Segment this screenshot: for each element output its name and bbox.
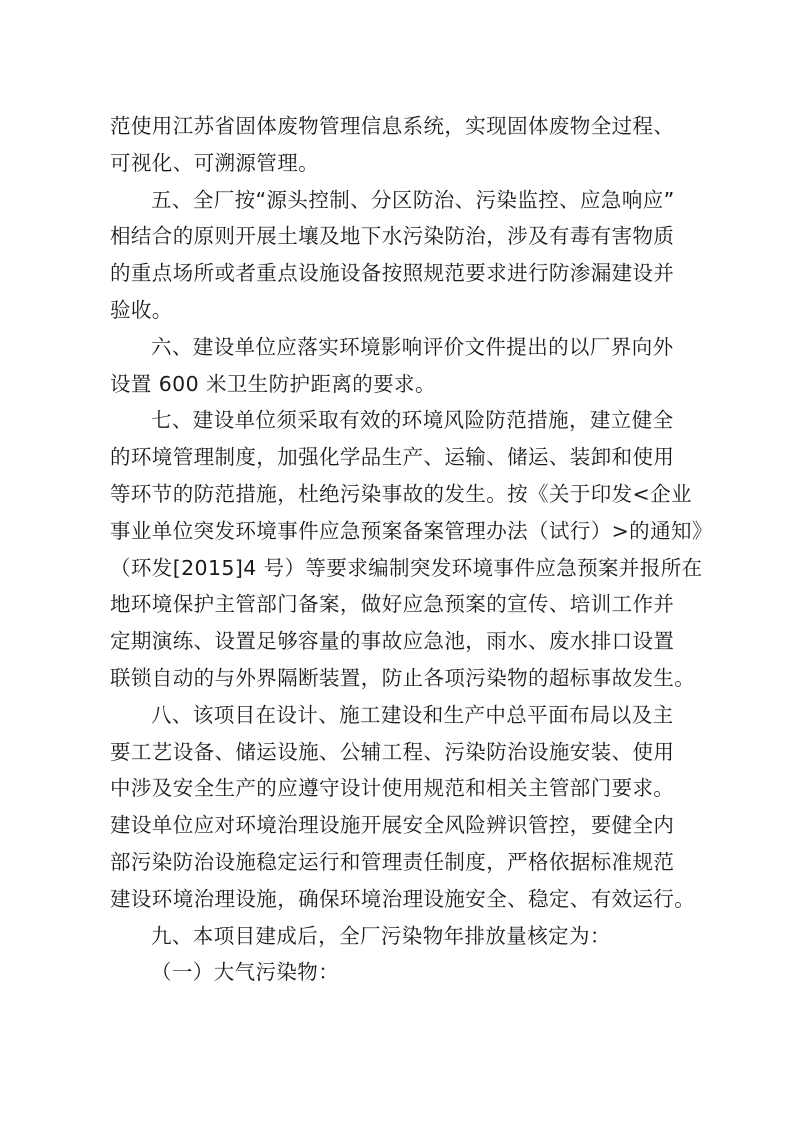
text-line: 范使用江苏省固体废物管理信息系统，实现固体废物全过程、 xyxy=(110,114,675,138)
text-line: 要工艺设备、储运设施、公辅工程、污染防治设施安装、使用 xyxy=(110,739,675,764)
text-line: （一）大气污染物： xyxy=(151,960,340,985)
text-line: 可视化、可溯源管理。 xyxy=(110,150,319,175)
text-line: 中涉及安全生产的应遵守设计使用规范和相关主管部门要求。 xyxy=(110,776,675,801)
text-line: 八、该项目在设计、施工建设和生产中总平面布局以及主 xyxy=(151,702,674,727)
text-line: 定期演练、设置足够容量的事故应急池，雨水、废水排口设置 xyxy=(110,629,675,654)
text-line: 的环境管理制度，加强化学品生产、运输、储运、装卸和使用 xyxy=(110,445,675,470)
text-line: （环发[2015]4 号）等要求编制突发环境事件应急预案并报所在 xyxy=(110,555,703,580)
text-line: 相结合的原则开展土壤及地下水污染防治，涉及有毒有害物质 xyxy=(110,224,675,249)
paragraph-subitem-air-pollutants xyxy=(110,954,696,991)
paragraph-item-5 xyxy=(110,182,696,329)
text-line: 五、全厂按“源头控制、分区防治、污染监控、应急响应” xyxy=(151,187,675,212)
text-line: 六、建设单位应落实环境影响评价文件提出的以厂界向外 xyxy=(151,334,674,359)
text-line: 联锁自动的与外界隔断装置，防止各项污染物的超标事故发生。 xyxy=(110,665,696,690)
text-line: 地环境保护主管部门备案，做好应急预案的宣传、培训工作并 xyxy=(110,592,675,617)
paragraph-item-7 xyxy=(110,402,713,696)
text-line: 等环节的防范措施，杜绝污染事故的发生。按《关于印发<企业 xyxy=(110,481,692,506)
text-line: 建设环境治理设施，确保环境治理设施安全、稳定、有效运行。 xyxy=(110,886,696,911)
text-line: 部污染防治设施稳定运行和管理责任制度，严格依据标准规范 xyxy=(110,849,675,874)
text-line: 九、本项目建成后，全厂污染物年排放量核定为： xyxy=(151,923,611,948)
text-line: 七、建设单位须采取有效的环境风险防范措施，建立健全 xyxy=(151,408,674,433)
text-line: 建设单位应对环境治理设施开展安全风险辨识管控，要健全内 xyxy=(110,813,675,838)
paragraph-item-9 xyxy=(110,918,696,955)
paragraph-solid-waste-management xyxy=(110,108,696,182)
document-body xyxy=(110,108,713,991)
paragraph-item-8 xyxy=(110,697,696,918)
text-line: 事业单位突发环境事件应急预案备案管理办法（试行）>的通知》 xyxy=(110,518,713,543)
paragraph-item-6 xyxy=(110,329,696,403)
text-line: 的重点场所或者重点设施设备按照规范要求进行防渗漏建设并 xyxy=(110,261,675,286)
text-line: 验收。 xyxy=(110,297,173,322)
text-line: 设置 600 米卫生防护距离的要求。 xyxy=(110,371,436,396)
